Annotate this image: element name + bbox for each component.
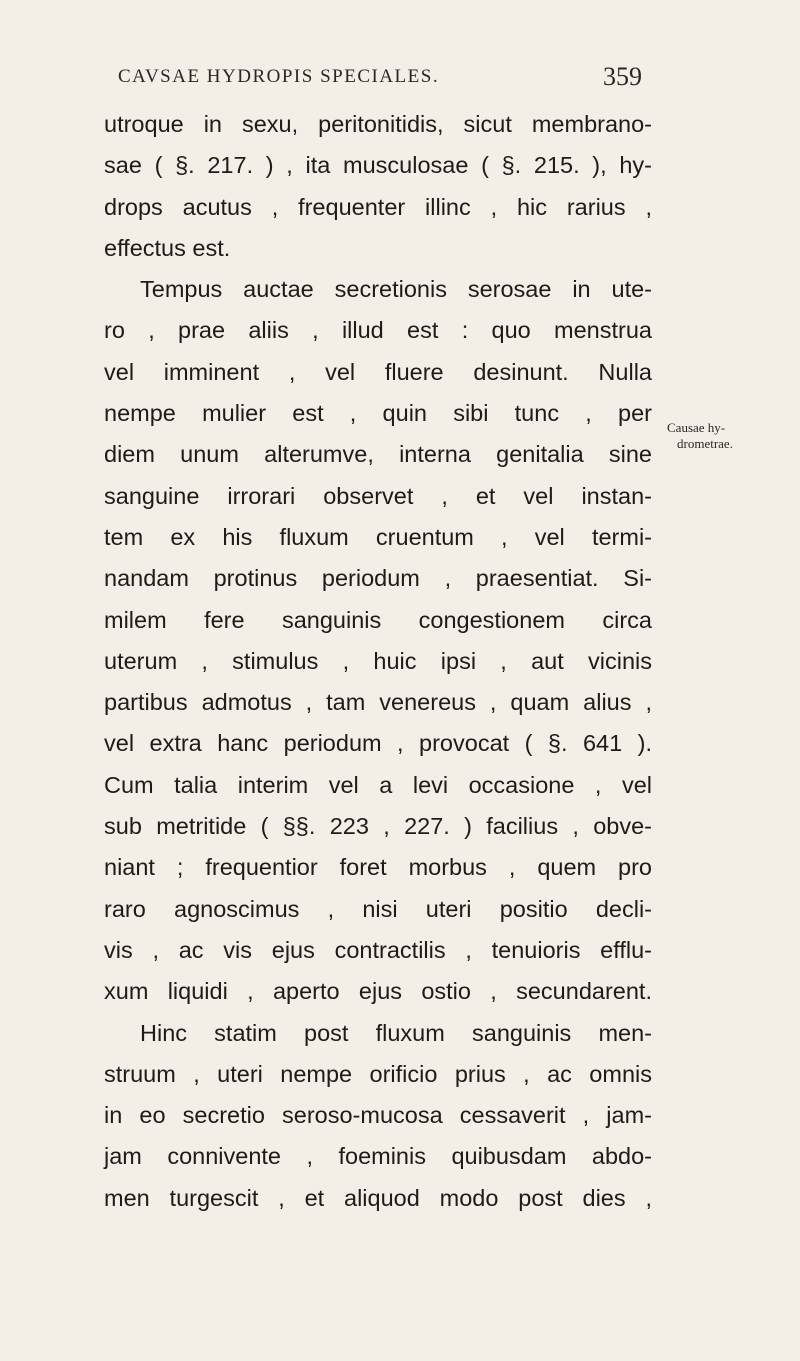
text-line: xum liquidi , aperto ejus ostio , secundarent.: [104, 978, 652, 1005]
text-line: raro agnoscimus , nisi uteri positio decli-: [104, 895, 652, 922]
text-line: men turgescit , et aliquod modo post dies ,: [104, 1184, 652, 1211]
margin-note-line: drometrae.: [677, 436, 733, 451]
text-line: milem fere sanguinis congestionem circa: [104, 606, 652, 633]
text-line: tem ex his fluxum cruentum , vel termi-: [104, 523, 652, 550]
text-line: partibus admotus , tam venereus , quam alius ,: [104, 689, 652, 716]
running-head: CAVSAE HYDROPIS SPECIALES.: [118, 66, 440, 87]
text-line: vis , ac vis ejus contractilis , tenuioris efflu-: [104, 936, 652, 963]
text-line: niant ; frequentior foret morbus , quem pro: [104, 854, 652, 881]
text-line: sanguine irrorari observet , et vel instan-: [104, 482, 652, 509]
text-line: vel imminent , vel fluere desinunt. Nulla: [104, 358, 652, 385]
text-line: sub metritide ( §§. 223 , 227. ) facilius , obve-: [104, 813, 652, 840]
text-line: diem unum alterumve, interna genitalia sine: [104, 441, 652, 468]
text-line: utroque in sexu, peritonitidis, sicut membrano-: [104, 111, 652, 137]
body-text: [104, 104, 652, 1219]
text-line: nempe mulier est , quin sibi tunc , per: [104, 400, 652, 427]
text-line: struum , uteri nempe orificio prius , ac omnis: [104, 1060, 652, 1087]
margin-note: [667, 420, 767, 452]
text-line: sae ( §. 217. ) , ita musculosae ( §. 215. ), hy-: [104, 152, 652, 179]
text-line: uterum , stimulus , huic ipsi , aut vicinis: [104, 647, 652, 674]
text-line: in eo secretio seroso-mucosa cessaverit , jam-: [104, 1102, 652, 1129]
text-line: vel extra hanc periodum , provocat ( §. 641 ).: [104, 730, 652, 757]
margin-note-line: Causae hy-: [667, 420, 726, 435]
text-line: Tempus auctae secretionis serosae in ute-: [140, 276, 652, 303]
text-line: Cum talia interim vel a levi occasione , vel: [104, 771, 652, 798]
text-line: ro , prae aliis , illud est : quo menstrua: [104, 317, 652, 344]
text-line: jam connivente , foeminis quibusdam abdo-: [104, 1143, 652, 1170]
text-line: Hinc statim post fluxum sanguinis men-: [140, 1019, 652, 1046]
text-line: nandam protinus periodum , praesentiat. Si-: [104, 565, 652, 592]
page-number: 359: [603, 62, 642, 91]
text-line: drops acutus , frequenter illinc , hic rarius ,: [104, 193, 652, 220]
text-line: effectus est.: [104, 234, 231, 261]
page-header: [118, 62, 642, 98]
